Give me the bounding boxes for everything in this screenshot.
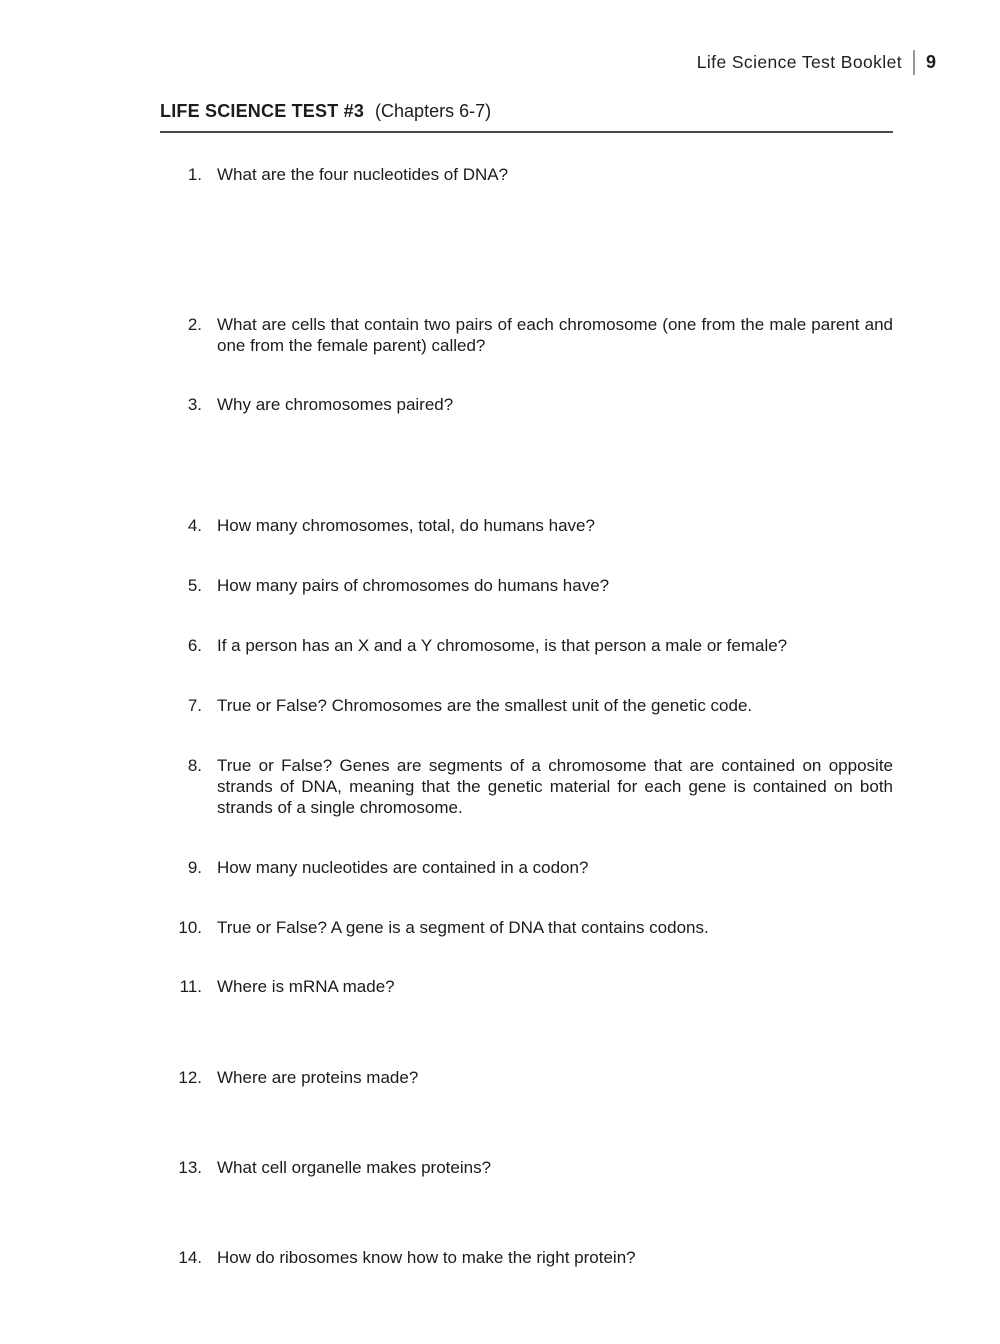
question-text: What are cells that contain two pairs of each chromosome (one from the male parent and one from the female parent) called? bbox=[217, 315, 893, 355]
test-title-chapters: (Chapters 6-7) bbox=[375, 101, 492, 121]
question-text: How many nucleotides are contained in a codon? bbox=[217, 858, 589, 877]
test-title bbox=[160, 101, 893, 133]
question-item-3 bbox=[160, 394, 893, 415]
question-item-8 bbox=[160, 755, 893, 818]
question-text: What cell organelle makes proteins? bbox=[217, 1158, 492, 1177]
question-text: How many chromosomes, total, do humans have? bbox=[217, 516, 595, 535]
question-number: 14. bbox=[178, 1248, 202, 1267]
question-item-13 bbox=[160, 1157, 893, 1178]
question-item-1 bbox=[160, 164, 893, 185]
question-text: Where is mRNA made? bbox=[217, 977, 395, 996]
question-number: 10. bbox=[178, 918, 202, 937]
question-number: 11. bbox=[179, 977, 202, 996]
question-item-4 bbox=[160, 515, 893, 536]
question-text: How do ribosomes know how to make the right protein? bbox=[217, 1248, 636, 1267]
question-number: 12. bbox=[178, 1068, 202, 1087]
question-item-10 bbox=[160, 917, 893, 938]
question-item-11 bbox=[160, 976, 893, 997]
question-number: 4. bbox=[187, 516, 202, 535]
question-text: Where are proteins made? bbox=[217, 1068, 419, 1087]
question-item-14 bbox=[160, 1247, 893, 1268]
question-number: 8. bbox=[187, 756, 202, 775]
question-number: 2. bbox=[187, 315, 202, 334]
question-item-9 bbox=[160, 857, 893, 878]
question-number: 5. bbox=[187, 576, 202, 595]
question-text: True or False? Chromosomes are the smallest unit of the genetic code. bbox=[217, 696, 753, 715]
question-item-5 bbox=[160, 575, 893, 596]
question-number: 7. bbox=[187, 696, 202, 715]
question-number: 9. bbox=[187, 858, 202, 877]
question-text: True or False? A gene is a segment of DNA that contains codons. bbox=[217, 918, 709, 937]
question-item-6 bbox=[160, 635, 893, 656]
question-text: Why are chromosomes paired? bbox=[217, 395, 454, 414]
question-item-2 bbox=[160, 314, 893, 356]
question-number: 3. bbox=[187, 395, 202, 414]
page-header bbox=[697, 50, 936, 75]
question-text: True or False? Genes are segments of a chromosome that are contained on opposite strands of DNA, meaning that the genetic material for each gene is contained on both strands of a single chromosome. bbox=[217, 756, 893, 817]
question-number: 13. bbox=[178, 1158, 202, 1177]
question-item-12 bbox=[160, 1067, 893, 1088]
question-text: If a person has an X and a Y chromosome, is that person a male or female? bbox=[217, 636, 788, 655]
question-number: 1. bbox=[187, 165, 202, 184]
question-text: What are the four nucleotides of DNA? bbox=[217, 165, 509, 184]
question-number: 6. bbox=[187, 636, 202, 655]
page-number: 9 bbox=[925, 52, 936, 72]
question-text: How many pairs of chromosomes do humans have? bbox=[217, 576, 610, 595]
booklet-title: Life Science Test Booklet bbox=[696, 52, 902, 72]
test-title-main: LIFE SCIENCE TEST #3 bbox=[160, 101, 365, 121]
question-item-7 bbox=[160, 695, 893, 716]
header-divider bbox=[913, 50, 915, 75]
